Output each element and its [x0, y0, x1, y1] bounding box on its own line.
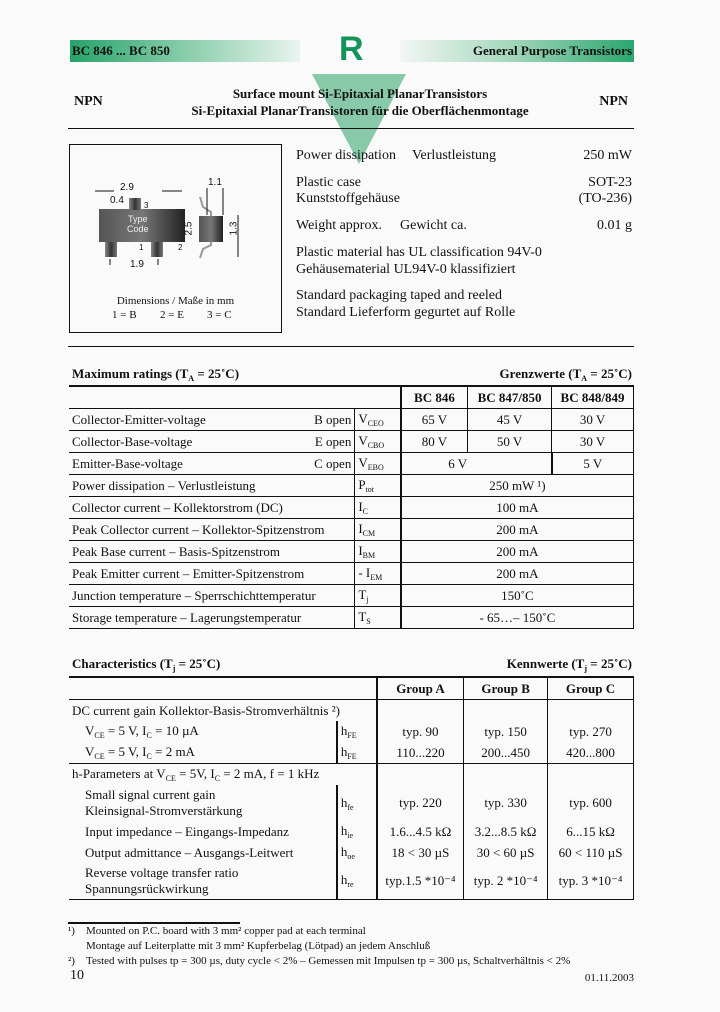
type-code-line2: Code — [127, 224, 149, 234]
characteristics-table — [69, 676, 634, 900]
table-row: Emitter-Base-voltage C open $V_{EBO}$ 6 V 5 V — [69, 453, 634, 475]
footnote-2: Tested with pulses tp = 300 µs, duty cycle < 2% – Gemessen mit Impulsen tp = 300 µs, Schaltverhältnis < 2% — [86, 955, 571, 967]
page-number: 10 — [70, 968, 84, 983]
pin1-label: 1 — [139, 243, 144, 252]
pin2-label: 2 — [178, 243, 183, 252]
section-divider — [68, 346, 634, 347]
spec-ul-label-de: Gehäusematerial UL94V-0 klassifiziert — [296, 262, 516, 277]
spec-power-label: Power dissipation — [296, 148, 396, 163]
pinout-2: 2 = E — [160, 309, 184, 321]
package-drawing — [69, 144, 282, 333]
spec-case-value2: (TO-236) — [578, 191, 632, 206]
spec-ul-label: Plastic material has UL classification 94V-0 — [296, 245, 542, 260]
table-row: Peak Emitter current – Emitter-Spitzenstrom - $I_{EM}$ 200 mA — [69, 563, 634, 585]
dim-height: 2.5 — [183, 221, 195, 236]
spec-weight-value: 0.01 g — [597, 218, 632, 233]
table-row: Collector-Base-voltage E open $V_{CBO}$ 80 V 50 V 30 V — [69, 431, 634, 453]
col-group-a: Group A — [377, 677, 464, 700]
table-row: $V_{CE} = 5$ V, $I_C = 10$ µA $h_{FE}$ typ. 90 typ. 150 typ. 270 — [69, 721, 634, 742]
spec-weight-label: Weight approx. — [296, 218, 382, 233]
pin3-label: 3 — [144, 201, 149, 210]
table-row: Input impedance – Eingangs-Impedanz $h_{ie}$ 1.6...4.5 kΩ 3.2...8.5 kΩ 6...15 kΩ — [69, 821, 634, 842]
max-ratings-title-de: Grenzwerte ($T_A$ = 25˚C) — [499, 366, 632, 383]
hparam-label: h-Parameters at $V_{CE} = 5V$, $I_C = 2$ mA, f = 1 kHz — [69, 764, 377, 786]
col-group-c: Group C — [548, 677, 634, 700]
max-ratings-title: Maximum ratings ($T_A$ = 25˚C) — [72, 366, 240, 383]
table-row: Small signal current gain Kleinsignal-Stromverstärkung $h_{fe}$ typ. 220 typ. 330 typ. 600 — [69, 785, 634, 821]
table-row: Junction temperature – Sperrschichttemperatur $T_j$ 150˚C — [69, 585, 634, 607]
dim-side-height: 1.3 — [228, 221, 240, 236]
spec-case-label-de: Kunststoffgehäuse — [296, 191, 400, 206]
col-bc846: BC 846 — [401, 386, 468, 409]
dim-pitch: 1.9 — [130, 259, 144, 270]
col-group-b: Group B — [464, 677, 548, 700]
dim-side-width: 1.1 — [208, 177, 222, 188]
table-row: Collector current – Kollektorstrom (DC) $I_C$ 100 mA — [69, 497, 634, 519]
spec-packaging-label: Standard packaging taped and reeled — [296, 288, 503, 303]
footnote-1-de: Montage auf Leiterplatte mit 3 mm² Kupferbelag (Lötpad) an jedem Anschluß — [86, 940, 431, 952]
table-row: Storage temperature – Lagerungstemperatur $T_S$ - 65…– 150˚C — [69, 607, 634, 629]
spec-case-label: Plastic case — [296, 175, 361, 190]
table-row: Power dissipation – Verlustleistung $P_{tot}$ 250 mW ¹) — [69, 475, 634, 497]
dim-lead: 0.4 — [110, 195, 124, 206]
category-title: General Purpose Transistors — [472, 43, 632, 58]
spec-power-label-de: Verlustleistung — [412, 148, 496, 163]
polarity-left: NPN — [74, 94, 103, 109]
header-divider — [68, 128, 634, 129]
pinout-1: 1 = B — [112, 309, 137, 321]
table-row: Reverse voltage transfer ratio Spannungsrückwirkung $h_{re}$ typ.1.5 *10⁻⁴ typ. 2 *10⁻⁴ typ. 3 *10⁻⁴ — [69, 863, 634, 899]
title-de: Si-Epitaxial PlanarTransistoren für die Oberflächenmontage — [191, 103, 529, 118]
footer-date: 01.11.2003 — [584, 972, 634, 984]
type-code-line1: Type — [128, 214, 148, 224]
dim-width: 2.9 — [120, 182, 134, 193]
dimensions-caption: Dimensions / Maße in mm — [116, 295, 235, 307]
table-row: Peak Base current – Basis-Spitzenstrom $I_{BM}$ 200 mA — [69, 541, 634, 563]
logo-r-icon: R — [339, 30, 364, 68]
footnote-rule — [68, 922, 240, 924]
footnote-1-mark: ¹) — [68, 925, 75, 937]
table-row: Peak Collector current – Kollektor-Spitzenstrom $I_{CM}$ 200 mA — [69, 519, 634, 541]
spec-weight-label-de: Gewicht ca. — [400, 218, 467, 233]
col-bc847-850: BC 847/850 — [468, 386, 552, 409]
table-row: Output admittance – Ausgangs-Leitwert $h_{oe}$ 18 < 30 µS 30 < 60 µS 60 < 110 µS — [69, 842, 634, 863]
spec-packaging-label-de: Standard Lieferform gegurtet auf Rolle — [296, 305, 516, 320]
characteristics-title-de: Kennwerte ($T_j$ = 25˚C) — [506, 656, 632, 673]
part-range: BC 846 ... BC 850 — [72, 43, 170, 58]
col-bc848-849: BC 848/849 — [552, 386, 634, 409]
dc-gain-label: DC current gain Kollektor-Basis-Stromverhältnis ²) — [69, 700, 377, 722]
max-ratings-table — [69, 385, 634, 629]
title-en: Surface mount Si-Epitaxial PlanarTransistors — [232, 86, 488, 101]
footnote-1-en: Mounted on P.C. board with 3 mm² copper pad at each terminal — [86, 925, 366, 937]
characteristics-title: Characteristics ($T_j$ = 25˚C) — [72, 656, 221, 673]
table-row: $V_{CE} = 5$ V, $I_C = 2$ mA $h_{FE}$ 110...220 200...450 420...800 — [69, 742, 634, 764]
pinout-3: 3 = C — [207, 309, 232, 321]
spec-power-value: 250 mW — [583, 148, 632, 163]
table-row: Collector-Emitter-voltage B open $V_{CEO}$ 65 V 45 V 30 V — [69, 409, 634, 431]
spec-case-value: SOT-23 — [588, 175, 632, 190]
footnote-2-mark: ²) — [68, 955, 75, 967]
polarity-right: NPN — [599, 94, 628, 109]
